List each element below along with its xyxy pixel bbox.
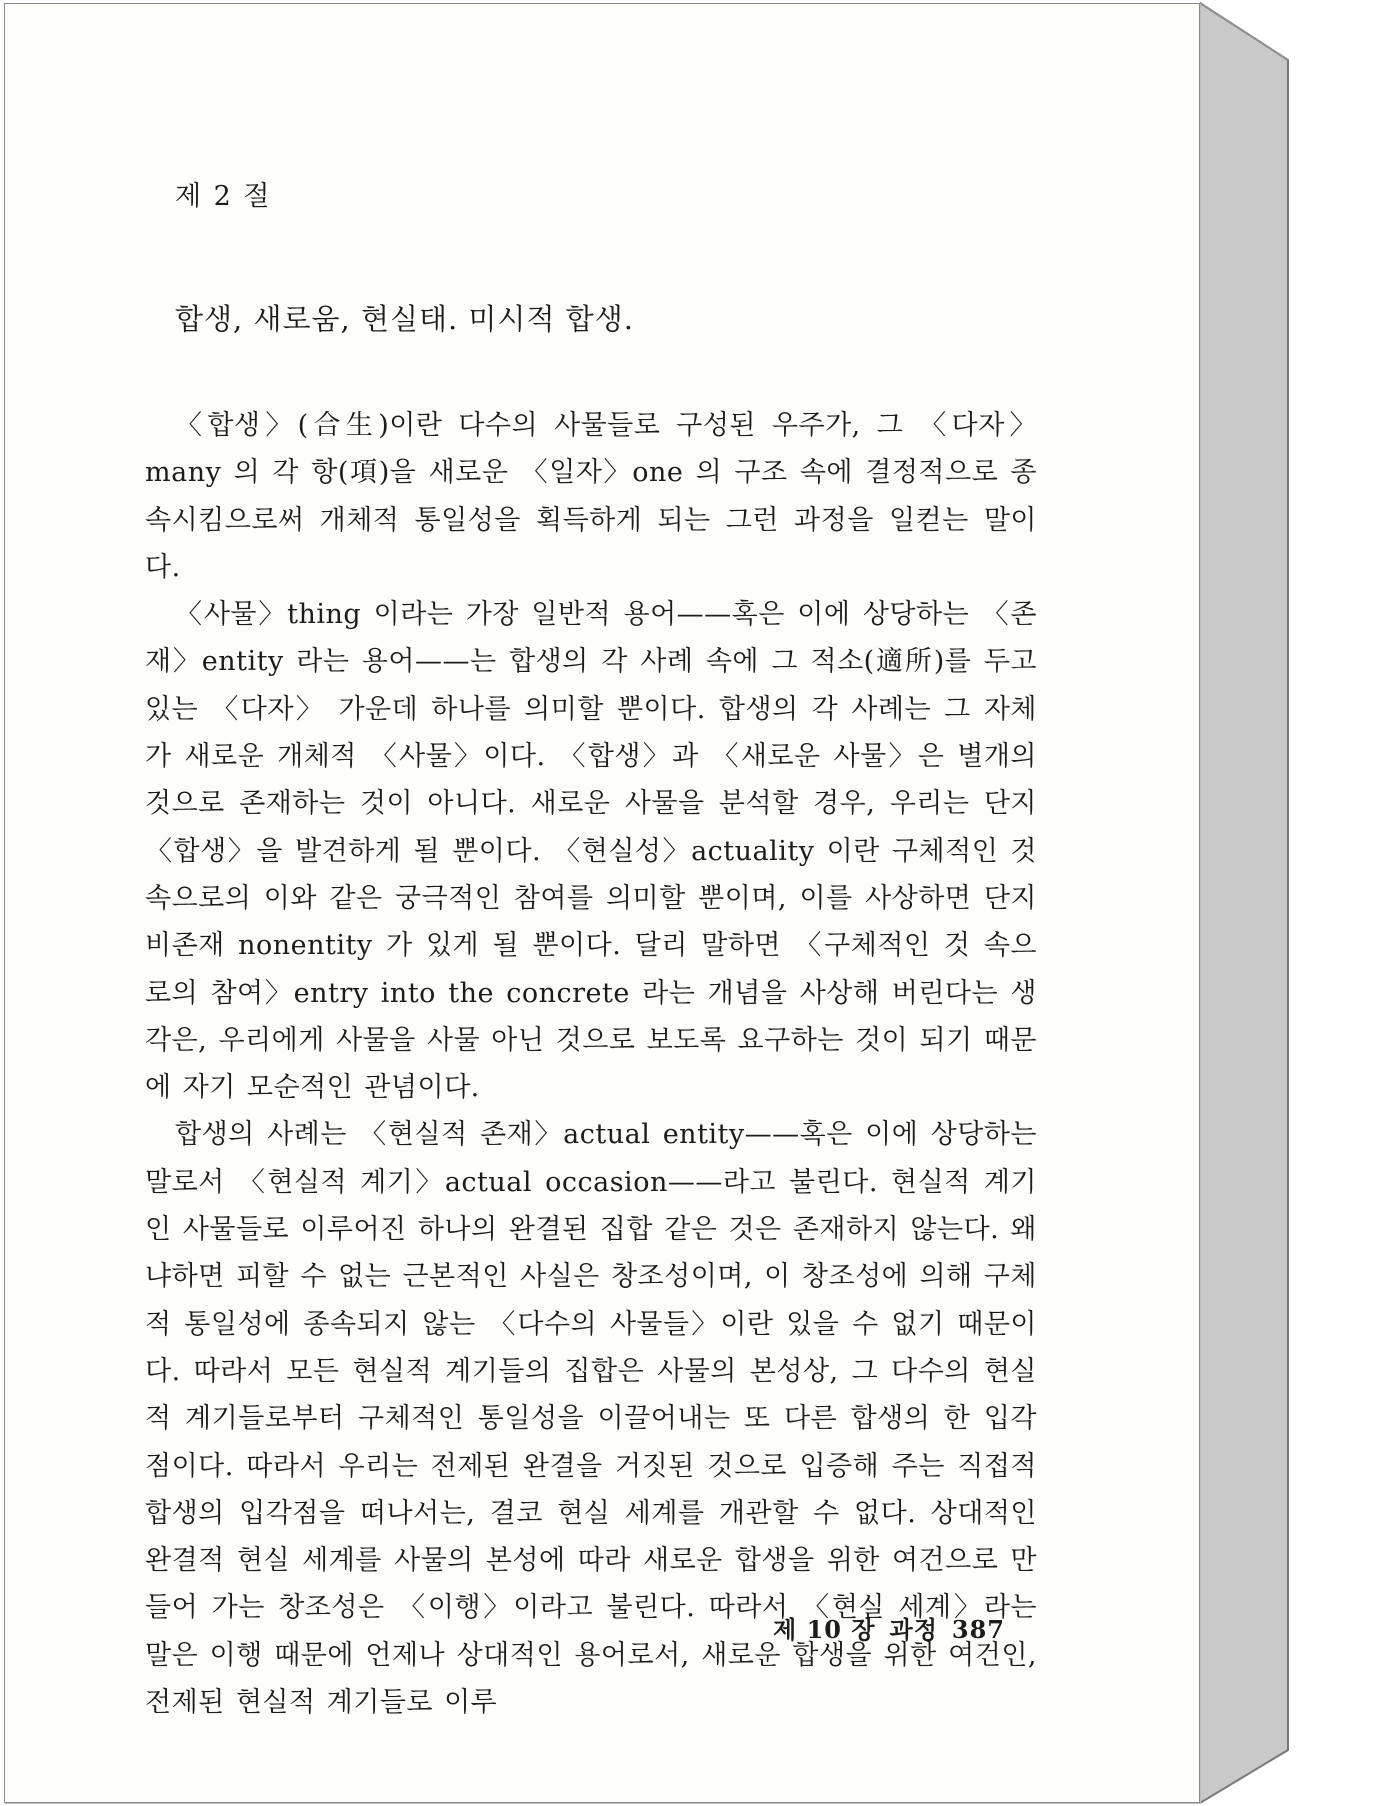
paragraph-3: 합생의 사례는 〈현실적 존재〉actual entity——혹은 이에 상당하는 말로서 〈현실적 계기〉actual occasion——라고 불린다. 현실적 계기인 사물들로 이루어진 하나의 완결된 집합 같은 것은 존재하지 않는다. 왜냐하면 피할 수 없는 근본적인 사실은 창조성이며, 이 창조성에 의해 구체적 통일성에 종속되지 않는 〈다수의 사물들〉이란 있을 수 없기 때문이다. 따라서 모든 현실적 계기들의 집합은 사물의 본성상, 그 다수의 현실적 계기들로부터 구체적인 통일성을 이끌어내는 또 다른 합생의 한 입각점이다. 따라서 우리는 전제된 완결을 거짓된 것으로 입증해 주는 직접적 합생의 입각점을 떠나서는, 결코 현실 세계를 개관할 수 없다. 상대적인 완결적 현실 세계를 사물의 본성에 따라 새로운 합생을 위한 여건으로 만들어 가는 창조성은 〈이행〉이라고 불린다. 따라서 〈현실 세계〉라는 말은 이행 때문에 언제나 상대적인 용어로서, 새로운 합생을 위한 여건인, 전제된 현실적 계기들로 이루 — [145, 1119, 1037, 1719]
running-footer — [145, 1610, 1005, 1645]
book-page — [4, 3, 1200, 1803]
page-number: 387 — [951, 1615, 1005, 1644]
paragraph-1: 〈합생〉(合生)이란 다수의 사물들로 구성된 우주가, 그 〈다자〉many 의 각 항(項)을 새로운 〈일자〉one 의 구조 속에 결정적으로 종속시킴으로써 개체적 통일성을 획득하게 되는 그런 과정을 일컫는 말이다. — [145, 410, 1037, 583]
body-text — [145, 402, 1037, 1726]
paragraph-2: 〈사물〉thing 이라는 가장 일반적 용어——혹은 이에 상당하는 〈존재〉entity 라는 용어——는 합생의 각 사례 속에 그 적소(適所)를 두고 있는 〈다자〉 가운데 하나를 의미할 뿐이다. 합생의 각 사례는 그 자체가 새로운 개체적 〈사물〉이다. 〈합생〉과 〈새로운 사물〉은 별개의 것으로 존재하는 것이 아니다. 새로운 사물을 분석할 경우, 우리는 단지 〈합생〉을 발견하게 될 뿐이다. 〈현실성〉actuality 이란 구체적인 것 속으로의 이와 같은 궁극적인 참여를 의미할 뿐이며, 이를 사상하면 단지 비존재 nonentity 가 있게 될 뿐이다. 달리 말하면 〈구체적인 것 속으로의 참여〉entry into the concrete 라는 개념을 사상해 버린다는 생각은, 우리에게 사물을 사물 아닌 것으로 보도록 요구하는 것이 되기 때문에 자기 모순적인 관념이다. — [145, 599, 1037, 1104]
section-label: 제 2 절 — [175, 181, 272, 212]
footer-chapter: 제 10 장 — [773, 1615, 876, 1644]
section-title: 합생, 새로움, 현실태. 미시적 합생. — [175, 302, 634, 336]
footer-chapter-title: 과정 — [889, 1615, 938, 1644]
book-page-edges — [1200, 0, 1375, 1806]
